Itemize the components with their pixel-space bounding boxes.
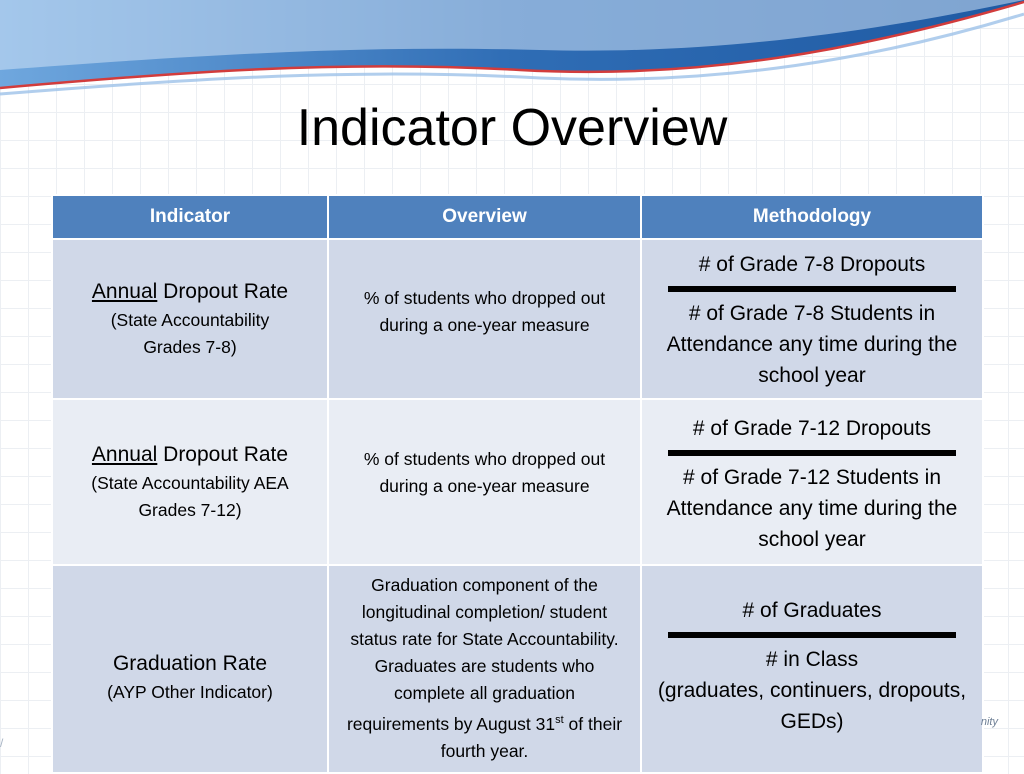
overview-text: % of students who dropped out during a one-year measure [363, 288, 606, 335]
methodology-cell [641, 565, 983, 773]
slide-title: Indicator Overview [296, 99, 728, 157]
overview-superscript: st [555, 714, 564, 726]
left-edge-mark: / [0, 736, 4, 750]
indicator-rest: Dropout Rate [157, 443, 289, 466]
methodology-cell [641, 239, 983, 399]
overview-cell [328, 565, 641, 773]
table-header-row [52, 195, 983, 239]
footer-text-fragment: nity [980, 716, 998, 728]
indicator-subtitle: (State Accountability AEA [91, 473, 289, 493]
methodology-numerator: # of Grade 7-8 Dropouts [698, 253, 926, 276]
indicator-subtitle: (AYP Other Indicator) [107, 681, 273, 702]
indicator-title [63, 277, 317, 307]
indicator-title [63, 440, 317, 470]
overview-cell [328, 399, 641, 565]
indicator-grades: Grades 7-8) [143, 337, 237, 357]
indicator-title: Graduation Rate [112, 651, 268, 675]
indicator-cell [52, 399, 328, 565]
methodology-numerator: # of Graduates [742, 599, 882, 622]
header-methodology: Methodology [641, 195, 983, 239]
header-indicator: Indicator [52, 195, 328, 239]
wave-banner [0, 0, 1024, 100]
fraction-line [668, 286, 956, 292]
indicator-table [51, 194, 984, 774]
methodology-cell [641, 399, 983, 565]
methodology-denominator-count: # in Class [765, 648, 859, 671]
methodology-denominator-detail: (graduates, continuers, dropouts, GEDs) [657, 679, 967, 733]
indicator-subtitle: (State Accountability [110, 310, 270, 330]
indicator-cell [52, 565, 328, 773]
indicator-grades: Grades 7-12) [138, 500, 242, 520]
methodology-numerator: # of Grade 7-12 Dropouts [692, 417, 932, 440]
overview-text: % of students who dropped out during a one-year measure [363, 449, 606, 496]
fraction-line [668, 450, 956, 456]
header-overview: Overview [328, 195, 641, 239]
overview-text [343, 572, 626, 765]
overview-main: Graduation component of the longitudinal completion/ student status rate for State Accountability. Graduates are students who complete all graduation requirements by August 31 [346, 575, 619, 734]
table-row [52, 239, 983, 399]
table-row [52, 399, 983, 565]
methodology-denominator: # of Grade 7-8 Students in Attendance any time during the school year [666, 302, 958, 387]
methodology-denominator: # of Grade 7-12 Students in Attendance any time during the school year [666, 466, 958, 551]
indicator-cell [52, 239, 328, 399]
indicator-rest: Dropout Rate [157, 280, 289, 303]
indicator-underlined: Annual [91, 443, 158, 466]
indicator-underlined: Annual [91, 280, 158, 303]
table-row [52, 565, 983, 773]
overview-cell [328, 239, 641, 399]
fraction-line [668, 632, 956, 638]
overview-end: of their fourth year. [440, 713, 623, 761]
